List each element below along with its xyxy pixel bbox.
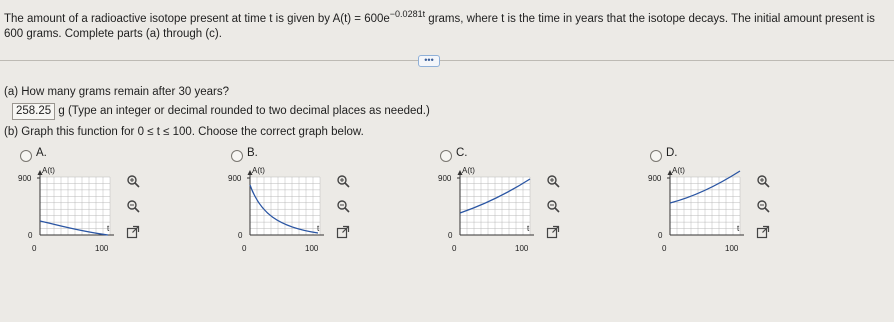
- y-axis-label: A(t): [42, 166, 55, 175]
- popout-icon[interactable]: [546, 225, 560, 239]
- zoom-in-icon[interactable]: [546, 174, 560, 188]
- y-tick-top: 900: [648, 174, 662, 183]
- y-tick-bottom: 0: [238, 231, 243, 240]
- option-c-radio[interactable]: [440, 150, 452, 162]
- question-line1-pre: The amount of a radioactive isotope present at time t is given by: [4, 12, 331, 25]
- x-tick-left: 0: [662, 244, 667, 253]
- section-divider: [0, 60, 894, 61]
- question-line2: 600 grams. Complete parts (a) through (c).: [4, 27, 222, 40]
- part-a-answer-row: [12, 103, 430, 120]
- x-axis-var: t: [737, 224, 740, 233]
- popout-icon[interactable]: [756, 225, 770, 239]
- option-d-label: D.: [666, 147, 678, 159]
- x-tick-left: 0: [242, 244, 247, 253]
- x-tick-left: 0: [452, 244, 457, 253]
- formula-base: A(t) = 600e: [332, 12, 390, 25]
- zoom-in-icon[interactable]: [336, 174, 350, 188]
- x-axis-var: t: [527, 224, 530, 233]
- formula-exponent: −0.0281t: [389, 9, 426, 19]
- x-tick-right: 100: [725, 244, 739, 253]
- option-b-radio[interactable]: [231, 150, 243, 162]
- graph-grid: [37, 170, 114, 235]
- question-text: [4, 7, 889, 42]
- y-tick-bottom: 0: [658, 231, 663, 240]
- option-b-graph: [228, 165, 338, 257]
- zoom-in-icon[interactable]: [756, 174, 770, 188]
- zoom-out-icon[interactable]: [126, 199, 140, 213]
- option-d-graph: [648, 165, 758, 257]
- y-axis-label: A(t): [462, 166, 475, 175]
- zoom-out-icon[interactable]: [546, 199, 560, 213]
- x-tick-right: 100: [515, 244, 529, 253]
- graph-grid: [457, 170, 534, 235]
- x-tick-right: 100: [305, 244, 319, 253]
- x-tick-left: 0: [32, 244, 37, 253]
- option-c-graph: [438, 165, 548, 257]
- y-tick-bottom: 0: [28, 231, 33, 240]
- option-c-label: C.: [456, 147, 468, 159]
- x-axis-var: t: [107, 224, 110, 233]
- y-axis-label: A(t): [672, 166, 685, 175]
- y-tick-top: 900: [18, 174, 32, 183]
- zoom-out-icon[interactable]: [336, 199, 350, 213]
- x-tick-right: 100: [95, 244, 109, 253]
- part-b-domain: 0 ≤ t ≤ 100: [137, 126, 192, 138]
- popout-icon[interactable]: [126, 225, 140, 239]
- expand-button[interactable]: •••: [418, 55, 440, 67]
- option-a-label: A.: [36, 147, 47, 159]
- part-a-answer-input[interactable]: 258.25: [12, 103, 55, 120]
- option-a-radio[interactable]: [20, 150, 32, 162]
- popout-icon[interactable]: [336, 225, 350, 239]
- part-a-answer-hint: g (Type an integer or decimal rounded to two decimal places as needed.): [58, 105, 430, 117]
- part-b-pre: (b) Graph this function for: [4, 126, 135, 138]
- x-axis-var: t: [317, 224, 320, 233]
- formula: [332, 9, 429, 25]
- option-b-label: B.: [247, 147, 258, 159]
- option-a-graph: [18, 165, 128, 257]
- y-tick-top: 900: [438, 174, 452, 183]
- zoom-out-icon[interactable]: [756, 199, 770, 213]
- y-tick-bottom: 0: [448, 231, 453, 240]
- y-tick-top: 900: [228, 174, 242, 183]
- graph-grid: [667, 170, 744, 235]
- part-a-question: (a) How many grams remain after 30 years?: [4, 86, 229, 98]
- y-axis-label: A(t): [252, 166, 265, 175]
- part-b-post: . Choose the correct graph below.: [191, 126, 364, 138]
- question-line1-post: grams, where t is the time in years that the isotope decays. The initial amount present is: [428, 12, 875, 25]
- zoom-in-icon[interactable]: [126, 174, 140, 188]
- option-d-radio[interactable]: [650, 150, 662, 162]
- part-b-instruction: [4, 125, 364, 140]
